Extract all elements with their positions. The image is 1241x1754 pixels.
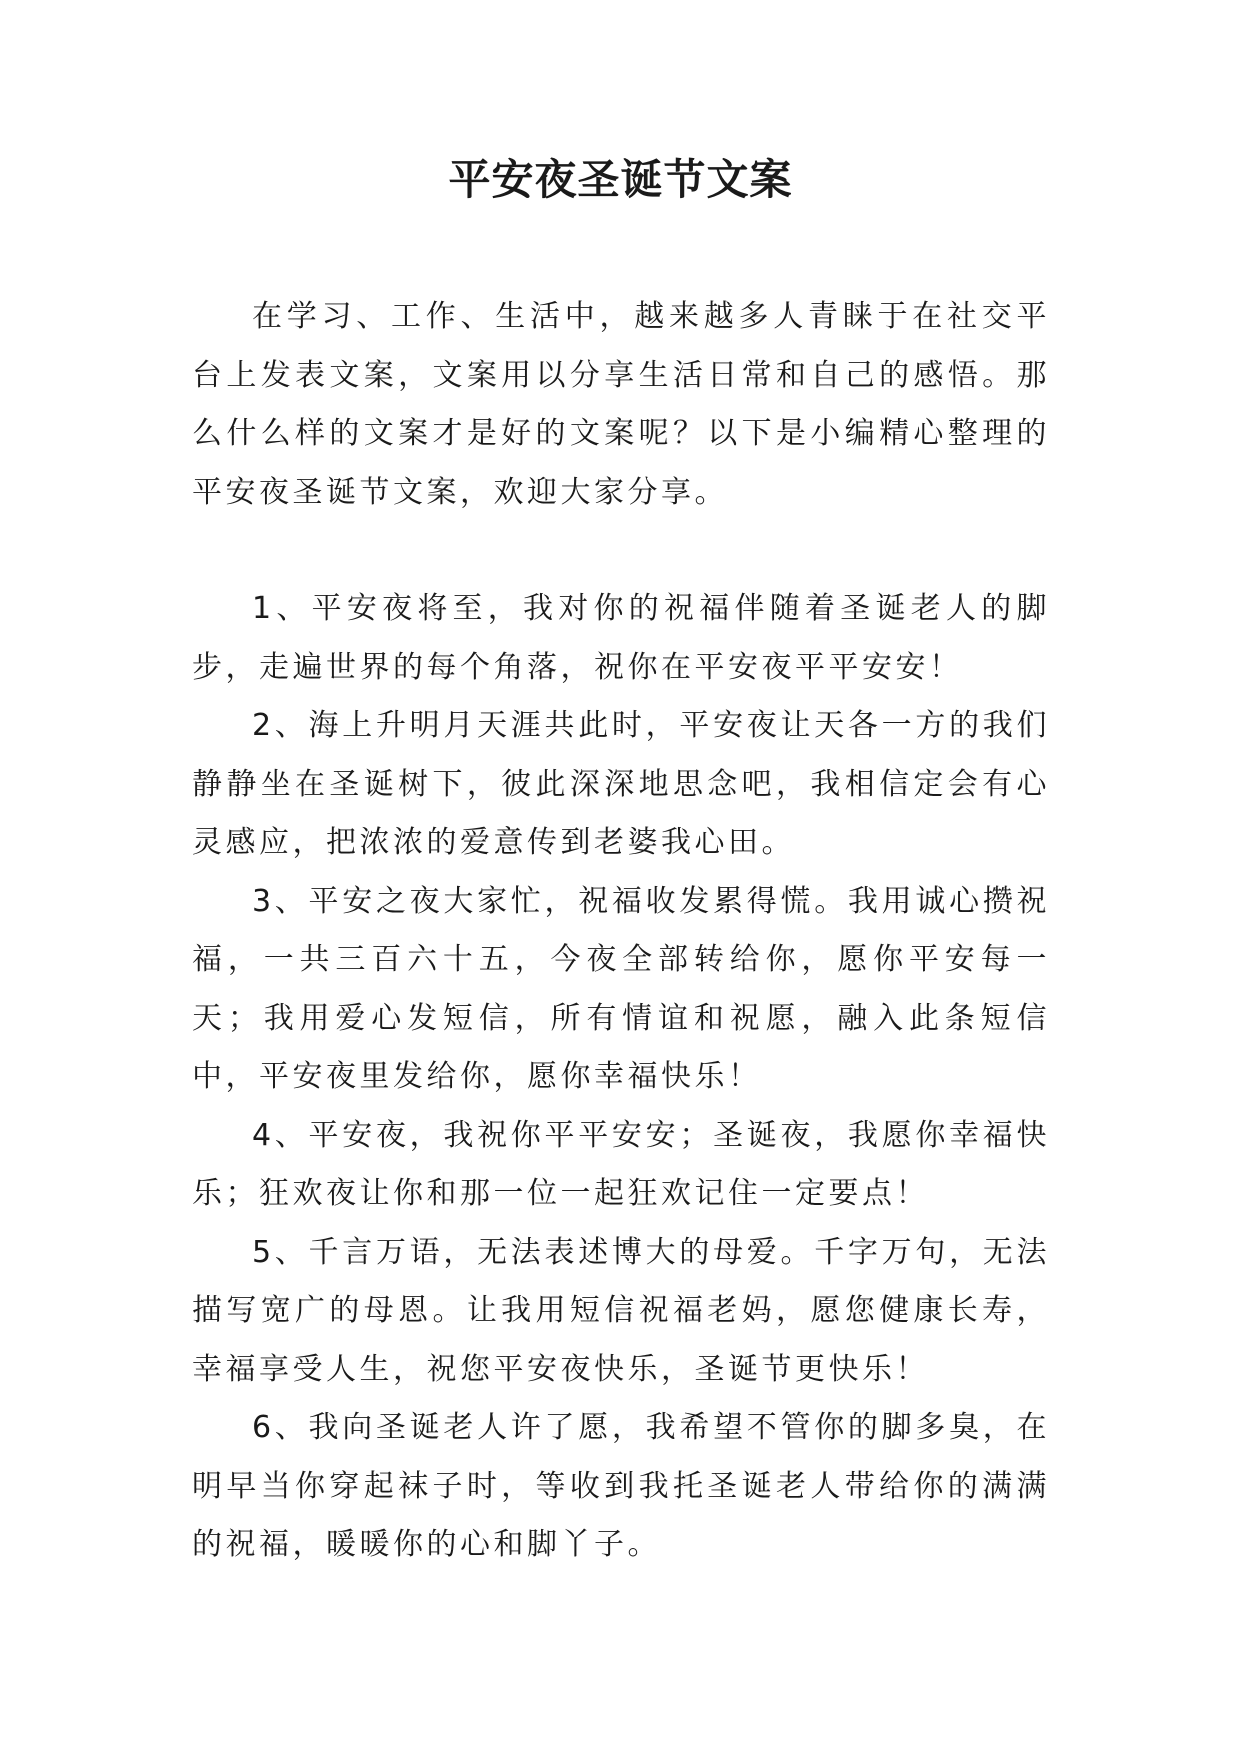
document-title: 平安夜圣诞节文案 [448,155,793,204]
intro-section [192,288,1050,522]
list-item: 3、平安之夜大家忙，祝福收发累得慌。我用诚心攒祝福，一共三百六十五，今夜全部转给你，愿你平安每一天；我用爱心发短信，所有情谊和祝愿，融入此条短信中，平安夜里发给你，愿你幸福快乐！ [192,883,1050,1094]
greetings-list [192,580,1050,1575]
list-item: 4、平安夜，我祝你平平安安；圣诞夜，我愿你幸福快乐；狂欢夜让你和那一位一起狂欢记住一定要点！ [192,1117,1050,1211]
list-item: 6、我向圣诞老人许了愿，我希望不管你的脚多臭，在明早当你穿起袜子时，等收到我托圣诞老人带给你的满满的祝福，暖暖你的心和脚丫子。 [192,1410,1050,1562]
intro-paragraph: 在学习、工作、生活中，越来越多人青睐于在社交平台上发表文案，文案用以分享生活日常和自己的感悟。那么什么样的文案才是好的文案呢？以下是小编精心整理的平安夜圣诞节文案，欢迎大家分享。 [192,299,1050,510]
list-item: 1、平安夜将至，我对你的祝福伴随着圣诞老人的脚步，走遍世界的每个角落，祝你在平安夜平平安安！ [192,591,1050,685]
list-item: 2、海上升明月天涯共此时，平安夜让天各一方的我们静静坐在圣诞树下，彼此深深地思念吧，我相信定会有心灵感应，把浓浓的爱意传到老婆我心田。 [192,708,1050,860]
list-item: 5、千言万语，无法表述博大的母爱。千字万句，无法描写宽广的母恩。让我用短信祝福老妈，愿您健康长寿，幸福享受人生，祝您平安夜快乐，圣诞节更快乐！ [192,1234,1050,1387]
